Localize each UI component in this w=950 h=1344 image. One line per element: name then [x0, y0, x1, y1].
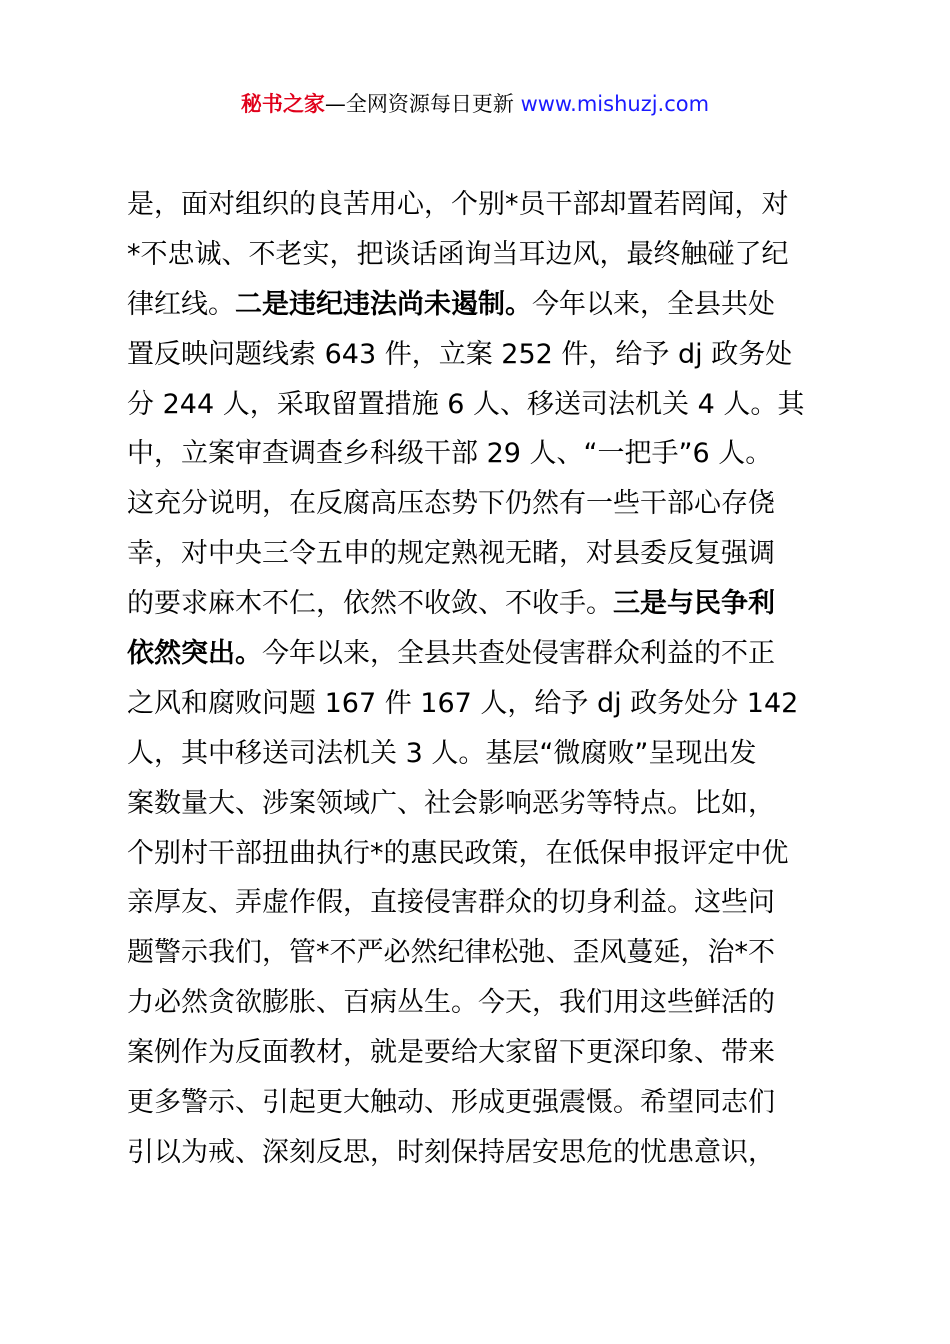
- text-segment: 之风和腐败问题 167 件 167 人，给予 dj 政务处分 142: [127, 687, 799, 719]
- text-segment: 今年以来，全县共查处侵害群众利益的不正: [262, 638, 775, 670]
- text-line: [127, 1028, 837, 1078]
- header-brand: 秘书之家: [240, 92, 325, 116]
- text-line: [127, 280, 837, 330]
- bold-heading-segment: 依然突出。: [127, 638, 262, 670]
- bold-heading-segment: 三是与民争利: [613, 588, 775, 620]
- text-segment: 的要求麻木不仁，依然不收敛、不收手。: [127, 588, 613, 620]
- text-line: [127, 729, 837, 779]
- header-url-link[interactable]: www.mishuzj.com: [520, 92, 710, 116]
- text-line: [127, 779, 837, 829]
- text-line: [127, 529, 837, 579]
- text-line: [127, 330, 837, 380]
- text-line: [127, 479, 837, 529]
- text-line: [127, 829, 837, 879]
- text-segment: 律红线。: [127, 288, 235, 320]
- text-segment: 中，立案审查调查乡科级干部 29 人、“一把手”6 人。: [127, 438, 773, 470]
- text-segment: 力必然贪欲膨胀、百病丛生。今天，我们用这些鲜活的: [127, 987, 775, 1019]
- text-segment: 这充分说明，在反腐高压态势下仍然有一些干部心存侥: [127, 488, 775, 520]
- text-segment: 题警示我们，管*不严必然纪律松弛、歪风蔓延，治*不: [127, 937, 775, 969]
- text-line: [127, 629, 837, 679]
- text-segment: 案例作为反面教材，就是要给大家留下更深印象、带来: [127, 1037, 775, 1069]
- text-line: [127, 978, 837, 1028]
- text-segment: 个别村干部扭曲执行*的惠民政策，在低保申报评定中优: [127, 837, 789, 869]
- text-segment: 分 244 人，采取留置措施 6 人、移送司法机关 4 人。其: [127, 388, 805, 420]
- page-header: [0, 88, 950, 120]
- bold-heading-segment: 二是违纪违法尚未遏制。: [235, 288, 532, 320]
- text-segment: 今年以来，全县共处: [532, 288, 775, 320]
- text-line: [127, 878, 837, 928]
- text-line: [127, 1078, 837, 1128]
- text-segment: *不忠诚、不老实，把谈话函询当耳边风，最终触碰了纪: [127, 238, 789, 270]
- text-line: [127, 1128, 837, 1178]
- text-line: [127, 380, 837, 430]
- text-segment: 幸，对中央三令五申的规定熟视无睹，对县委反复强调: [127, 538, 775, 570]
- text-line: [127, 928, 837, 978]
- text-segment: 引以为戒、深刻反思，时刻保持居安思危的忧患意识，: [127, 1136, 775, 1168]
- text-line: [127, 579, 837, 629]
- text-segment: 亲厚友、弄虚作假，直接侵害群众的切身利益。这些问: [127, 887, 775, 919]
- text-line: [127, 429, 837, 479]
- body-text: [127, 180, 837, 1178]
- text-line: [127, 679, 837, 729]
- text-segment: 更多警示、引起更大触动、形成更强震慑。希望同志们: [127, 1087, 775, 1119]
- text-segment: 人，其中移送司法机关 3 人。基层“微腐败”呈现出发: [127, 737, 757, 769]
- header-slogan: —全网资源每日更新: [324, 92, 521, 116]
- text-segment: 是，面对组织的良苦用心，个别*员干部却置若罔闻，对: [127, 189, 789, 220]
- text-segment: 置反映问题线索 643 件，立案 252 件，给予 dj 政务处: [127, 338, 793, 370]
- text-line: [127, 180, 837, 230]
- text-line: [127, 230, 837, 280]
- text-segment: 案数量大、涉案领域广、社会影响恶劣等特点。比如，: [127, 787, 775, 819]
